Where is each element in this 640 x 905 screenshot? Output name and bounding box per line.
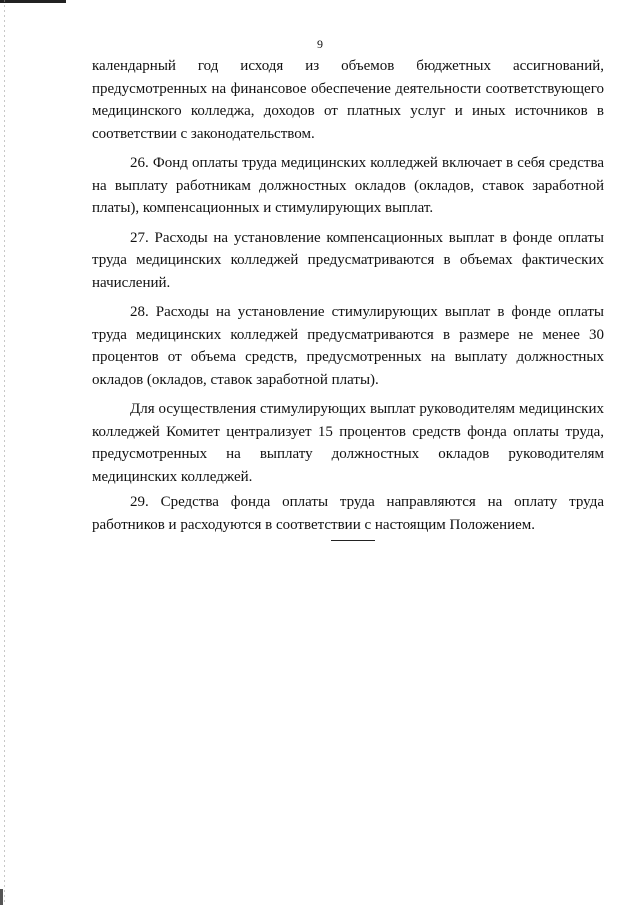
document-body (92, 55, 604, 536)
paragraph-continuation: календарный год исходя из объемов бюджетных ассигнований, предусмотренных на финансовое обеспечение деятельности соответствующего медицинского колледжа, доходов от платных услуг и иных источников в соответствии с законодательством. (92, 58, 604, 142)
page-number: 9 (317, 37, 323, 51)
paragraph-29: 29. Средства фонда оплаты труда направляются на оплату труда работников и расходуются в соответствии с настоящим Положением. (92, 494, 604, 533)
paragraph-28-continued: Для осуществления стимулирующих выплат руководителям медицинских колледжей Комитет централизует 15 процентов средств фонда оплаты труда, предусмотренных на выплату должностных окладов руководителям медицинских колледжей. (92, 401, 604, 485)
scan-artifact-left-edge (4, 0, 5, 905)
paragraph-26: 26. Фонд оплаты труда медицинских колледжей включает в себя средства на выплату работникам должностных окладов (окладов, ставок заработной платы), компенсационных и стимулирующих выплат. (92, 155, 604, 216)
scan-artifact-top (0, 0, 66, 3)
scan-artifact-bottom (0, 889, 3, 905)
paragraph-28: 28. Расходы на установление стимулирующих выплат в фонде оплаты труда медицинских колледжей предусматриваются в размере не менее 30 процентов от объема средств, предусмотренных на выплату должностных окладов (окладов, ставок заработной платы). (92, 304, 604, 388)
paragraph-27: 27. Расходы на установление компенсационных выплат в фонде оплаты труда медицинских колледжей предусматриваются в объемах фактических начислений. (92, 229, 604, 291)
end-divider (331, 540, 375, 541)
